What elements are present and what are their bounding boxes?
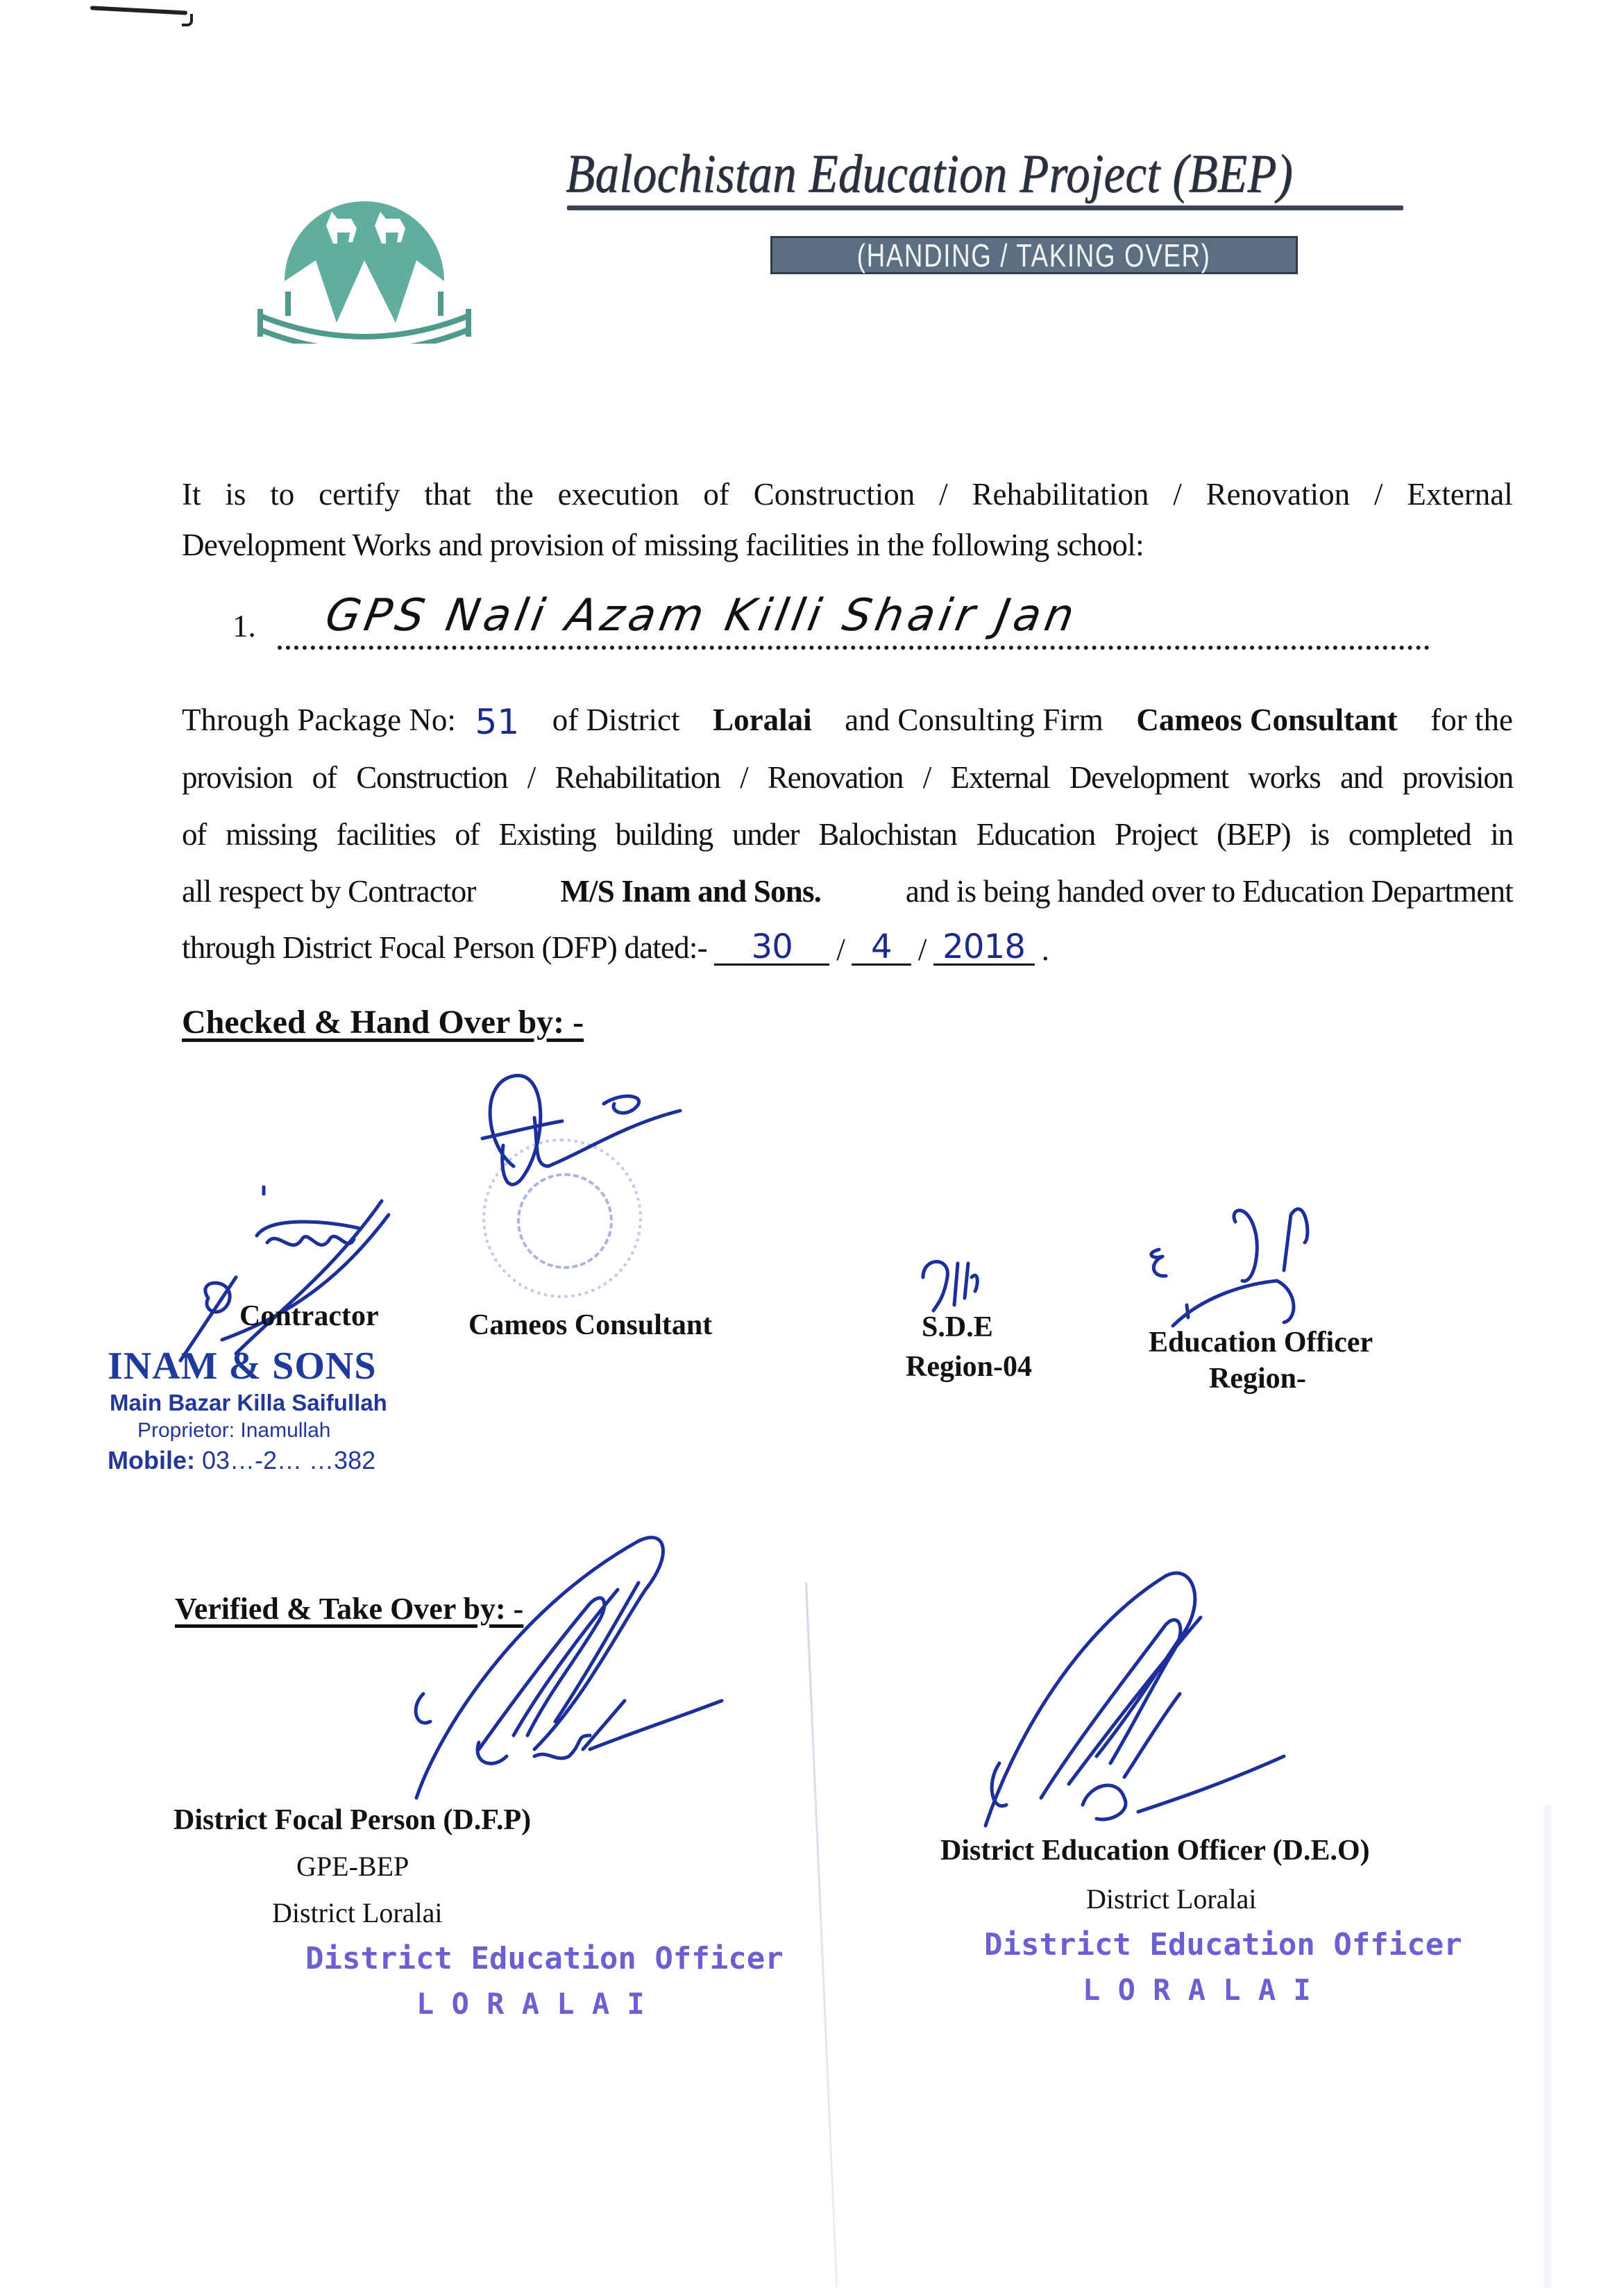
logo-scroll bbox=[260, 292, 468, 344]
deo-district: District Loralai bbox=[1086, 1883, 1257, 1915]
deo-office-stamp-line2: L O R A L A I bbox=[1083, 1973, 1311, 2007]
intro-word: Rehabilitation bbox=[972, 477, 1149, 512]
school-dotted-line bbox=[278, 646, 1430, 650]
district-prefix: of District bbox=[552, 703, 680, 737]
takeover-heading: Verified & Take Over by: - bbox=[175, 1592, 524, 1626]
date-separator-2: / bbox=[917, 932, 927, 967]
logo-crescent bbox=[368, 171, 390, 193]
title-underline bbox=[567, 205, 1403, 210]
dfp-office-stamp-line1: District Education Officer bbox=[305, 1941, 784, 1976]
intro-word: / bbox=[939, 477, 948, 512]
date-day: 30 bbox=[714, 930, 829, 966]
school-number: 1. bbox=[232, 609, 256, 644]
school-name-handwritten: GPS Nali Azam Killi Shair Jan bbox=[321, 590, 1082, 641]
consultant-signature bbox=[472, 1062, 701, 1208]
deo-label: District Education Officer (D.E.O) bbox=[940, 1835, 1370, 1867]
logo-emblem bbox=[285, 201, 444, 323]
line5-prefix: through District Focal Person (DFP) dated:- bbox=[182, 930, 707, 965]
intro-word: / bbox=[1173, 477, 1182, 512]
body-line-2: provision of Construction / Rehabilitation / Renovation / External Development works and provision bbox=[182, 760, 1513, 795]
firm-suffix: for the bbox=[1430, 703, 1513, 737]
intro-word: Renovation bbox=[1206, 477, 1351, 512]
document-title: Balochistan Education Project (BEP) bbox=[566, 143, 1293, 203]
contractor-label: Contractor bbox=[239, 1300, 379, 1332]
intro-word: the bbox=[495, 477, 534, 512]
firm-prefix: and Consulting Firm bbox=[845, 703, 1103, 737]
date-end: . bbox=[1041, 932, 1049, 967]
deo-signature bbox=[958, 1548, 1319, 1826]
line4-prefix: all respect by Contractor bbox=[182, 874, 476, 909]
sde-label: S.D.E bbox=[922, 1311, 993, 1343]
intro-word: Construction bbox=[753, 477, 915, 512]
deo-office-stamp-line1: District Education Officer bbox=[984, 1927, 1462, 1962]
date-month: 4 bbox=[852, 930, 911, 966]
contractor-stamp-address: Main Bazar Killa Saifullah bbox=[110, 1390, 387, 1415]
dfp-org: GPE-BEP bbox=[296, 1851, 409, 1882]
package-label: Through Package No: bbox=[182, 703, 456, 737]
district-name: Loralai bbox=[713, 703, 812, 737]
body-line-5 bbox=[182, 927, 1049, 967]
pen-mark-hook bbox=[182, 14, 193, 26]
intro-line-1 bbox=[182, 479, 1513, 510]
intro-word: that bbox=[424, 477, 471, 512]
dfp-office-stamp-line2: L O R A L A I bbox=[416, 1987, 645, 2021]
mobile-label: Mobile: bbox=[108, 1446, 195, 1474]
consultant-label: Cameos Consultant bbox=[468, 1309, 713, 1341]
date-separator-1: / bbox=[836, 932, 845, 967]
sde-region: Region-04 bbox=[906, 1351, 1032, 1383]
package-number: 51 bbox=[475, 702, 520, 742]
intro-word: is bbox=[225, 477, 246, 512]
paper-fold-shadow bbox=[1541, 1805, 1555, 2288]
date-year: 2018 bbox=[933, 930, 1035, 966]
bep-logo bbox=[246, 142, 482, 344]
intro-line-2: Development Works and provision of missing facilities in the following school: bbox=[182, 528, 1144, 562]
firm-name: Cameos Consultant bbox=[1136, 703, 1398, 737]
sde-signature bbox=[909, 1250, 999, 1312]
body-line-4 bbox=[182, 876, 1513, 907]
intro-word: of bbox=[703, 477, 729, 512]
intro-word: / bbox=[1373, 477, 1383, 512]
contractor-stamp-proprietor: Proprietor: Inamullah bbox=[137, 1419, 331, 1442]
intro-word: execution bbox=[557, 477, 679, 512]
contractor-stamp-mobile bbox=[108, 1448, 375, 1473]
dfp-district: District Loralai bbox=[272, 1897, 443, 1928]
contractor-name: M/S Inam and Sons. bbox=[560, 874, 822, 909]
education-officer-region: Region- bbox=[1209, 1363, 1306, 1395]
dfp-signature bbox=[375, 1527, 791, 1805]
pen-mark bbox=[90, 6, 187, 15]
body-line-1 bbox=[182, 702, 1513, 742]
paper-fold-line bbox=[805, 1583, 838, 2287]
subtitle-banner bbox=[770, 236, 1298, 274]
education-officer-label: Education Officer bbox=[1149, 1327, 1373, 1358]
handover-heading: Checked & Hand Over by: - bbox=[182, 1004, 584, 1041]
intro-word: to bbox=[270, 477, 295, 512]
contractor-stamp-name: INAM & SONS bbox=[108, 1345, 377, 1388]
intro-word: It bbox=[182, 477, 201, 512]
dfp-label: District Focal Person (D.F.P) bbox=[174, 1804, 532, 1836]
handover-date bbox=[714, 927, 1049, 967]
line4-suffix: and is being handed over to Education Department bbox=[905, 874, 1513, 909]
mobile-number: 03…-2… …382 bbox=[202, 1446, 376, 1474]
body-line-3: of missing facilities of Existing building under Balochistan Education Project (BEP) is completed in bbox=[182, 817, 1513, 852]
subtitle-text: (HANDING / TAKING OVER) bbox=[857, 237, 1211, 274]
intro-word: certify bbox=[319, 477, 400, 512]
intro-word: External bbox=[1407, 477, 1513, 512]
